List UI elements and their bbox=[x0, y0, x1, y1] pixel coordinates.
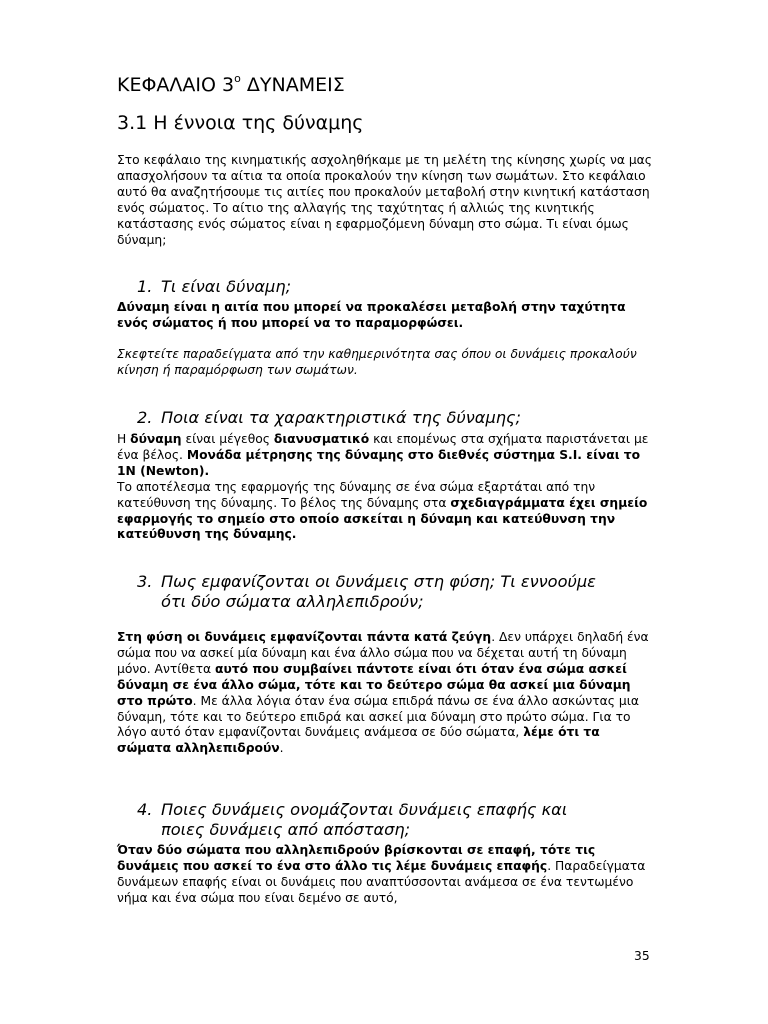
answer-3-bold-2: αυτό που συμβαίνει πάντοτε είναι ότι όταν ένα σώμα ασκεί δύναμη σε ένα άλλο σώμα, τότε και το δεύτερο σώμα θα ασκεί μια δύναμη στο πρώτο bbox=[117, 661, 631, 708]
section-title: 3.1 Η έννοια της δύναμης bbox=[117, 112, 364, 134]
chapter-title-rest: ΔΥΝΑΜΕΙΣ bbox=[240, 74, 345, 96]
question-4-number: 4. bbox=[137, 800, 153, 819]
chapter-title-text: ΚΕΦΑΛΑΙΟ 3 bbox=[117, 74, 235, 96]
question-1-text: Τι είναι δύναμη; bbox=[161, 277, 292, 296]
answer-2-bold-2: διανυσματικό bbox=[273, 432, 370, 446]
answer-2-bold-4: σχεδιαγράμματα έχει σημείο εφαρμογής το σημείο στο οποίο ασκείται η δύναμη και κατεύθυνση την κατεύθυνση της δύναμης. bbox=[117, 495, 648, 542]
answer-2-text-1: Η bbox=[117, 432, 131, 446]
answer-2-text-4: Το αποτέλεσμα της εφαρμογής της δύναμης σε ένα σώμα εξαρτάται από την κατεύθυνση της δύναμης. Το βέλος της δύναμης στα bbox=[117, 479, 596, 510]
question-3-line-2: ότι δύο σώματα αλληλεπιδρούν; bbox=[161, 591, 424, 611]
chapter-title-superscript: ο bbox=[234, 72, 241, 85]
answer-4-bold-1: Όταν δύο σώματα που αλληλεπιδρούν βρίσκονται σε επαφή, τότε τις δυνάμεις που ασκεί το ένα στο άλλο τις λέμε δυνάμεις επαφής bbox=[117, 843, 596, 873]
question-2-text: Ποια είναι τα χαρακτηριστικά της δύναμης; bbox=[161, 408, 521, 427]
answer-1-note bbox=[117, 347, 657, 379]
answer-4-text-1: . Παραδείγματα δυνάμεων επαφής είναι οι δυνάμεις που αναπτύσσονται ανάμεσα σε ένα τεντωμένο νήμα και ένα σώμα που είναι δεμένο σε αυτό, bbox=[117, 858, 646, 905]
intro-paragraph bbox=[117, 153, 657, 248]
question-1 bbox=[137, 277, 661, 297]
question-2 bbox=[137, 408, 661, 428]
answer-4 bbox=[117, 843, 657, 907]
answer-3-bold-1: Στη φύση οι δυνάμεις εμφανίζονται πάντα κατά ζεύγη bbox=[117, 630, 492, 644]
answer-1-note-text: Σκεφτείτε παραδείγματα από την καθημερινότητα σας όπου οι δυνάμεις προκαλούν κίνηση ή παραμόρφωση των σωμάτων. bbox=[117, 347, 637, 377]
intro-text: Στο κεφάλαιο της κινηματικής ασχοληθήκαμε με τη μελέτη της κίνησης χωρίς να μας απασχολήσουν τα αίτια τα οποία προκαλούν την κίνηση των σωμάτων. Στο κεφάλαιο αυτό θα αναζητήσουμε τις αιτίες που προκαλούν μεταβολή στην κινητική κατάσταση ενός σώματος. Το αίτιο της αλλαγής της ταχύτητας ή αλλιώς της κινητικής κατάστασης ενός σώματος είναι η εφαρμοζόμενη δύναμη στο σώμα. Τι είναι όμως δύναμη; bbox=[117, 153, 653, 247]
question-4-line-1: Ποιες δυνάμεις ονομάζονται δυνάμεις επαφής και bbox=[161, 800, 568, 819]
answer-2 bbox=[117, 432, 657, 543]
answer-2-text-2: είναι μέγεθος bbox=[181, 432, 274, 446]
question-2-number: 2. bbox=[137, 408, 153, 427]
answer-3-bold-3: λέμε ότι τα σώματα αλληλεπιδρούν bbox=[117, 725, 600, 756]
answer-3-text-3: . bbox=[279, 741, 284, 756]
question-1-number: 1. bbox=[137, 277, 153, 296]
question-3 bbox=[137, 572, 681, 611]
answer-1 bbox=[117, 300, 657, 332]
answer-2-bold-1: δύναμη bbox=[130, 432, 182, 446]
answer-3-text-1: . Δεν υπάρχει δηλαδή ένα σώμα που να ασκεί μία δύναμη και ένα άλλο σώμα που να δέχεται αυτή τη δύναμη μόνο. Αντίθετα bbox=[117, 630, 649, 676]
question-4 bbox=[137, 800, 681, 839]
answer-3 bbox=[117, 630, 657, 757]
answer-2-bold-3: Μονάδα μέτρησης της δύναμης στο διεθνές σύστημα S.I. είναι το 1N (Newton). bbox=[117, 447, 641, 478]
chapter-title bbox=[117, 74, 345, 96]
answer-2-text-3: και επομένως στα σχήματα παριστάνεται με ένα βέλος. bbox=[117, 432, 649, 462]
question-4-line-2: ποιες δυνάμεις από απόσταση; bbox=[161, 819, 411, 839]
answer-3-text-2: . Με άλλα λόγια όταν ένα σώμα επιδρά πάνω σε ένα άλλο ασκώντας μια δύναμη, τότε και το δεύτερο επιδρά και ασκεί μια δύναμη στο πρώτο σώμα. Για το λόγο αυτό όταν εμφανίζονται δυνάμεις ανάμεσα σε δύο σώματα, bbox=[117, 693, 640, 740]
answer-1-definition: Δύναμη είναι η αιτία που μπορεί να προκαλέσει μεταβολή στην ταχύτητα ενός σώματος ή που μπορεί να το παραμορφώσει. bbox=[117, 300, 626, 330]
page-number: 35 bbox=[634, 949, 650, 963]
question-3-number: 3. bbox=[137, 572, 153, 591]
question-3-line-1: Πως εμφανίζονται οι δυνάμεις στη φύση; Τι εννοούμε bbox=[161, 572, 596, 591]
